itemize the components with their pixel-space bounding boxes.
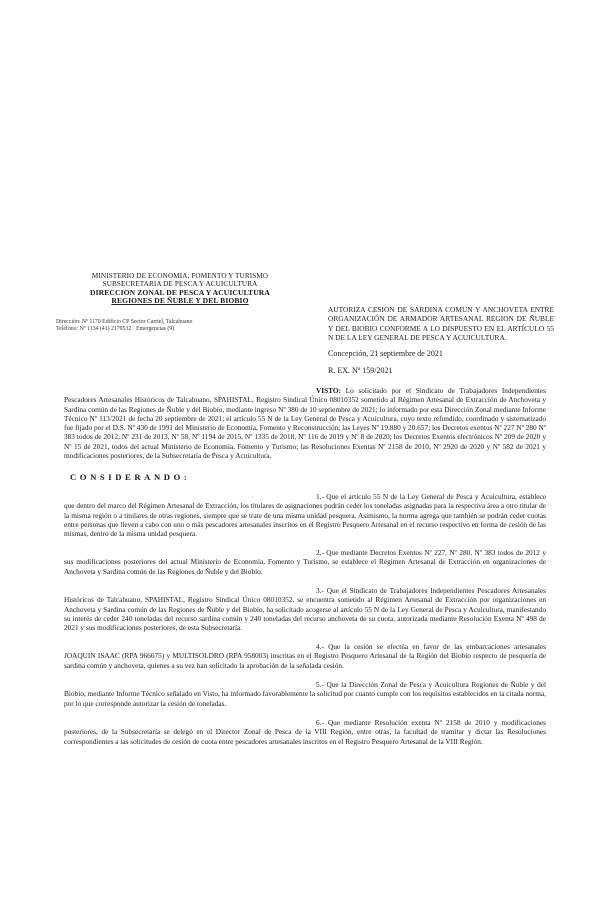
direccion-zonal-line: DIRECCION ZONAL DE PESCA Y ACUICULTURA (90, 287, 270, 297)
considerando-paragraph-5: 5.- Que la Dirección Zonal de Pesca y Acuicultura Regiones de Ñuble y del Biobío, mediante Informe Técnico señalado en Visto, ha informado favorablemente la solicitud por cuanto cumple con los requisitos establecidos en la citada norma, por lo que corresponde autorizar la cesión de toneladas. (64, 680, 546, 708)
considerando-paragraph-3: 3.- Que el Sindicato de Trabajadores Independientes Pescadores Artesanales Históricos de Talcahuano, SPAHISTAL, Registro Sindical Único 08010352, se encuentra sometido al Régimen Artesanal de Extracción por organizaciones en Anchoveta y Sardina común de las Regiones de Ñuble y del Biobío, ha solicitado acogerse al artículo 55 N de la Ley General de Pesca y Acuicultura, manifestando su interés de ceder 240 toneladas del recurso sardina común y 240 toneladas del recurso anchoveta de su cuota, autorizada mediante Resolución Exenta Nº 498 de 2021 y sus modificaciones posteriores, de esta Subsecretaría. (64, 586, 546, 633)
address-line-2: Teléfono: Nº 1134 (41) 2179532 · Emergencias (9) (56, 326, 175, 332)
considerando-paragraph-2: 2.- Que mediante Decretos Exentos Nº 227, Nº 280, Nº 383 todos de 2012 y sus modificaciones posteriores del actual Ministerio de Economía, Fomento y Turismo, se establece el Régimen Artesanal de Extracción en organizaciones de Anchoveta y Sardina común de las Regiones de Ñuble y del Biobío. (64, 548, 546, 576)
considerando-paragraph-4: 4.- Que la cesión se efectúa en favor de las embarcaciones artesanales JOAQUIN ISAAC (RPA 966675) y MULTISOLDRO (RPA 958003) inscritas en el Registro Pesquero Artesanal de la Región del Biobío respecto de pesquería de sardina común y anchoveta, quienes a su vez han solicitado la aprobación de la señalada cesión. (64, 642, 546, 670)
considerando-paragraph-1: 1.- Que el artículo 55 N de la Ley General de Pesca y Acuicultura, establece que dentro del marco del Régimen Artesanal de Extracción, los titulares de asignaciones podrán ceder los toneladas asignadas para la respectiva área a otro titular de la misma región o a titulares de otras regiones, siempre que se trate de una misma unidad pesquera. Asimismo, la norma agrega que también se podrán ceder cuotas entre personas que lleven a cabo con uno o más pescadores artesanales inscritos en el Registro Pesquero Artesanal en el recurso respectivo en forma de cesión de las mismas, dentro de la misma unidad pesquera. (64, 492, 546, 539)
subsecretaria-line: SUBSECRETARIA DE PESCA Y ACUICULTURA (102, 280, 258, 289)
letterhead (70, 272, 290, 306)
considerando-heading: CONSIDERANDO: (70, 472, 191, 482)
ministry-line: MINISTERIO DE ECONOMIA, FOMENTO Y TURISMO (91, 272, 269, 280)
visto-paragraph (64, 386, 546, 460)
resolution-number: R. EX. Nº 159/2021 (328, 366, 393, 375)
address-block (56, 319, 316, 333)
visto-label: VISTO: (316, 386, 342, 395)
place-date: Concepción, 21 septiembre de 2021 (328, 349, 443, 358)
regiones-line: REGIONES DE ÑUBLE Y DEL BIOBIO (111, 296, 249, 306)
considerando-paragraph-6: 6.- Que mediante Resolución exenta Nº 2158 de 2010 y modificaciones posteriores, de la Subsecretaría se delegó en el Director Zonal de Pesca de la VIII Región, entre otras, la facultad de tramitar y dictar las Resoluciones correspondientes a las solicitudes de cesión de cuota entre pescadores artesanales inscritos en el Registro Pesquero Artesanal de la VIII Región. (64, 718, 546, 746)
address-line-1: Dirección: Nº 1170 Edificio CP Sector Carriel, Talcahuano (56, 319, 193, 325)
visto-text: Lo solicitado por el Sindicato de Trabajadores Independientes Pescadores Artesanales Históricos de Talcahuano, SPAHISTAL, Registro Sindical Único 08010352 sometido al Régimen Artesanal de Extracción de Anchoveta y Sardina común de las Regiones de Ñuble y del Biobío, mediante ingreso Nº 380 de 10 septiembre de 2021; lo informado por esta Dirección Zonal mediante Informe Técnico Nº 113/2021 de fecha 20 septiembre de 2021; el artículo 55 N de la Ley General de Pesca y Acuicultura, cuyo texto refundido, coordinado y sistematizado fue fijado por el D.S. Nº 430 de 1991 del Ministerio de Economía, Fomento y Reconstrucción; las Leyes Nº 19.880 y 20.657; los Decretos exentos Nº 227 Nº 280 Nº 383 todos de 2012, Nº 231 de 2013, Nº 58, Nº 1194 de 2015, Nº 1335 de 2018, Nº 116 de 2019 y Nº 8 de 2020; los Decretos Exentos electrónicos Nº 209 de 2020 y Nº 15 de 2021, todos del actual Ministerio de Economía, Fomento y Turismo; las Resoluciones Exentas Nº 2158 de 2010, Nº 2920 de 2020 y Nº 582 de 2021 y modificaciones posteriores, de la Subsecretaría de Pesca y Acuicultura. (64, 386, 546, 461)
reference-summary: AUTORIZA CESION DE SARDINA COMUN Y ANCHOVETA ENTRE ORGANIZACIÓN DE ARMADOR ARTESANAL REGION DE ÑUBLE Y DEL BIOBIO CONFORME A LO DISPUESTO EN EL ARTÍCULO 55 N DE LA LEY GENERAL DE PESCA Y ACUICULTURA. (328, 305, 554, 343)
